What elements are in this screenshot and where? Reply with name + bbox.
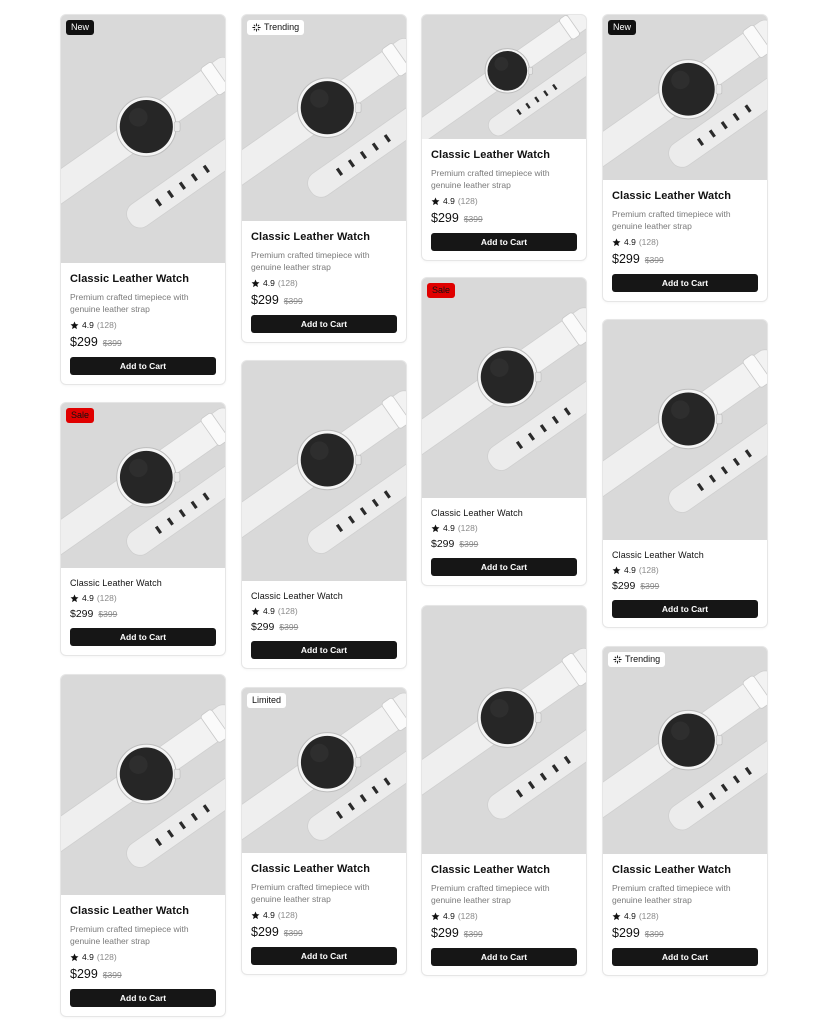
- add-to-cart-button[interactable]: Add to Cart: [431, 948, 577, 966]
- star-icon: [251, 607, 260, 616]
- product-description: [612, 208, 758, 232]
- product-card[interactable]: [60, 402, 226, 656]
- watch-product-image: [422, 15, 586, 139]
- description-line: genuine leather strap: [70, 936, 150, 946]
- original-price: $399: [102, 970, 122, 980]
- sparkle-icon: [252, 23, 261, 32]
- watch-product-image: [422, 606, 586, 854]
- product-title[interactable]: Classic Leather Watch: [251, 591, 343, 601]
- badge-label: Trending: [625, 654, 661, 664]
- review-count: (128): [277, 606, 298, 616]
- rating-value: 4.9: [263, 910, 275, 920]
- product-title[interactable]: Classic Leather Watch: [70, 578, 162, 588]
- review-count: (128): [638, 911, 659, 921]
- product-card[interactable]: [602, 319, 768, 628]
- product-info: [422, 498, 586, 585]
- product-rating: [251, 910, 397, 920]
- current-price: $299: [70, 967, 98, 981]
- price-row: [70, 967, 216, 981]
- current-price: $299: [431, 211, 459, 225]
- product-badge: [66, 20, 94, 35]
- current-price: $299: [70, 608, 94, 620]
- star-icon: [70, 594, 79, 603]
- product-description: [251, 881, 397, 905]
- review-count: (128): [96, 320, 117, 330]
- star-icon: [251, 911, 260, 920]
- product-image[interactable]: [61, 403, 225, 568]
- product-title[interactable]: Classic Leather Watch: [431, 508, 523, 518]
- star-icon: [431, 912, 440, 921]
- watch-product-image: [603, 647, 767, 854]
- rating-value: 4.9: [263, 278, 275, 288]
- original-price: $399: [283, 928, 303, 938]
- product-info: [61, 568, 225, 655]
- add-to-cart-button[interactable]: Add to Cart: [70, 989, 216, 1007]
- product-card[interactable]: [241, 360, 407, 669]
- review-count: (128): [638, 565, 659, 575]
- watch-product-image: [603, 320, 767, 540]
- watch-product-image: [242, 15, 406, 221]
- rating-value: 4.9: [443, 523, 455, 533]
- product-card[interactable]: [60, 14, 226, 385]
- add-to-cart-button[interactable]: Add to Cart: [70, 628, 216, 646]
- product-rating: [431, 911, 577, 921]
- product-badge: [66, 408, 94, 423]
- price-row: [612, 252, 758, 266]
- product-rating: [431, 523, 577, 533]
- original-price: $399: [644, 929, 664, 939]
- description-line: Premium crafted timepiece with: [612, 209, 731, 219]
- product-badge: [427, 283, 455, 298]
- current-price: $299: [431, 538, 455, 550]
- review-count: (128): [277, 278, 298, 288]
- original-price: $399: [644, 255, 664, 265]
- product-title[interactable]: Classic Leather Watch: [612, 864, 732, 876]
- product-info: [242, 853, 406, 974]
- description-line: Premium crafted timepiece with: [612, 883, 731, 893]
- product-badge: [247, 20, 304, 35]
- product-badge: [608, 652, 665, 667]
- review-count: (128): [457, 523, 478, 533]
- price-row: [251, 925, 397, 939]
- rating-value: 4.9: [82, 952, 94, 962]
- product-description: [431, 167, 577, 191]
- badge-label: New: [71, 22, 90, 32]
- product-title[interactable]: Classic Leather Watch: [251, 231, 371, 243]
- rating-value: 4.9: [443, 196, 455, 206]
- description-line: Premium crafted timepiece with: [70, 924, 189, 934]
- add-to-cart-button[interactable]: Add to Cart: [70, 357, 216, 375]
- add-to-cart-button[interactable]: Add to Cart: [612, 600, 758, 618]
- description-line: genuine leather strap: [251, 262, 331, 272]
- product-image[interactable]: [61, 675, 225, 895]
- product-info: [242, 581, 406, 668]
- review-count: (128): [457, 911, 478, 921]
- product-card[interactable]: [602, 14, 768, 302]
- review-count: (128): [277, 910, 298, 920]
- star-icon: [251, 279, 260, 288]
- watch-product-image: [603, 15, 767, 180]
- product-rating: [251, 606, 397, 616]
- badge-label: Sale: [71, 410, 90, 420]
- product-image[interactable]: [422, 15, 586, 139]
- product-badge: [247, 693, 286, 708]
- original-price: $399: [279, 622, 299, 632]
- product-rating: [612, 565, 758, 575]
- rating-value: 4.9: [263, 606, 275, 616]
- badge-label: New: [613, 22, 632, 32]
- price-row: [431, 538, 577, 550]
- product-rating: [431, 196, 577, 206]
- product-title[interactable]: Classic Leather Watch: [431, 149, 551, 161]
- original-price: $399: [98, 609, 118, 619]
- product-card[interactable]: [241, 14, 407, 343]
- product-rating: [612, 911, 758, 921]
- review-count: (128): [638, 237, 659, 247]
- product-rating: [70, 320, 216, 330]
- product-image[interactable]: [422, 606, 586, 854]
- product-rating: [70, 952, 216, 962]
- product-description: [70, 923, 216, 947]
- review-count: (128): [96, 952, 117, 962]
- description-line: Premium crafted timepiece with: [70, 292, 189, 302]
- rating-value: 4.9: [624, 911, 636, 921]
- add-to-cart-button[interactable]: Add to Cart: [251, 315, 397, 333]
- add-to-cart-button[interactable]: Add to Cart: [431, 233, 577, 251]
- product-rating: [70, 593, 216, 603]
- product-description: [251, 249, 397, 273]
- product-description: [431, 882, 577, 906]
- original-price: $399: [102, 338, 122, 348]
- badge-label: Limited: [252, 695, 282, 705]
- rating-value: 4.9: [82, 320, 94, 330]
- price-row: [70, 608, 216, 620]
- original-price: $399: [463, 214, 483, 224]
- product-image[interactable]: [603, 15, 767, 180]
- product-card[interactable]: [421, 277, 587, 586]
- sparkle-icon: [613, 655, 622, 664]
- description-line: Premium crafted timepiece with: [251, 882, 370, 892]
- product-info: [603, 854, 767, 975]
- current-price: $299: [251, 925, 279, 939]
- description-line: Premium crafted timepiece with: [431, 883, 550, 893]
- product-card[interactable]: [60, 674, 226, 1017]
- price-row: [612, 926, 758, 940]
- current-price: $299: [251, 621, 275, 633]
- description-line: Premium crafted timepiece with: [431, 168, 550, 178]
- product-info: [603, 180, 767, 301]
- description-line: Premium crafted timepiece with: [251, 250, 370, 260]
- product-title[interactable]: Classic Leather Watch: [70, 273, 190, 285]
- current-price: $299: [70, 335, 98, 349]
- product-info: [242, 221, 406, 342]
- current-price: $299: [612, 926, 640, 940]
- price-row: [251, 621, 397, 633]
- watch-product-image: [61, 675, 225, 895]
- price-row: [70, 335, 216, 349]
- product-image[interactable]: [242, 15, 406, 221]
- star-icon: [70, 321, 79, 330]
- star-icon: [612, 912, 621, 921]
- product-title[interactable]: Classic Leather Watch: [431, 864, 551, 876]
- star-icon: [612, 238, 621, 247]
- watch-product-image: [61, 403, 225, 568]
- add-to-cart-button[interactable]: Add to Cart: [612, 948, 758, 966]
- product-card[interactable]: [241, 687, 407, 975]
- product-title[interactable]: Classic Leather Watch: [251, 863, 371, 875]
- product-badge: [608, 20, 636, 35]
- star-icon: [612, 566, 621, 575]
- description-line: genuine leather strap: [70, 304, 150, 314]
- product-title[interactable]: Classic Leather Watch: [612, 550, 704, 560]
- badge-label: Sale: [432, 285, 451, 295]
- product-description: [70, 291, 216, 315]
- product-image[interactable]: [61, 15, 225, 263]
- original-price: $399: [640, 581, 660, 591]
- product-info: [422, 854, 586, 975]
- rating-value: 4.9: [624, 237, 636, 247]
- product-title[interactable]: Classic Leather Watch: [70, 905, 190, 917]
- product-rating: [612, 237, 758, 247]
- description-line: genuine leather strap: [251, 894, 331, 904]
- rating-value: 4.9: [82, 593, 94, 603]
- description-line: genuine leather strap: [431, 180, 511, 190]
- watch-product-image: [242, 688, 406, 853]
- price-row: [251, 293, 397, 307]
- original-price: $399: [283, 296, 303, 306]
- original-price: $399: [459, 539, 479, 549]
- product-info: [61, 263, 225, 384]
- current-price: $299: [251, 293, 279, 307]
- description-line: genuine leather strap: [431, 895, 511, 905]
- rating-value: 4.9: [443, 911, 455, 921]
- price-row: [612, 580, 758, 592]
- star-icon: [70, 953, 79, 962]
- product-description: [612, 882, 758, 906]
- product-image[interactable]: [603, 647, 767, 854]
- watch-product-image: [61, 15, 225, 263]
- watch-product-image: [242, 361, 406, 581]
- add-to-cart-button[interactable]: Add to Cart: [431, 558, 577, 576]
- product-image[interactable]: [422, 278, 586, 498]
- product-info: [603, 540, 767, 627]
- product-card[interactable]: [421, 14, 587, 261]
- original-price: $399: [463, 929, 483, 939]
- star-icon: [431, 197, 440, 206]
- add-to-cart-button[interactable]: Add to Cart: [612, 274, 758, 292]
- product-image[interactable]: [603, 320, 767, 540]
- review-count: (128): [457, 196, 478, 206]
- star-icon: [431, 524, 440, 533]
- price-row: [431, 926, 577, 940]
- rating-value: 4.9: [624, 565, 636, 575]
- product-image[interactable]: [242, 688, 406, 853]
- product-image[interactable]: [242, 361, 406, 581]
- description-line: genuine leather strap: [612, 221, 692, 231]
- price-row: [431, 211, 577, 225]
- watch-product-image: [422, 278, 586, 498]
- product-card[interactable]: [602, 646, 768, 976]
- badge-label: Trending: [264, 22, 300, 32]
- product-info: [61, 895, 225, 1016]
- review-count: (128): [96, 593, 117, 603]
- product-title[interactable]: Classic Leather Watch: [612, 190, 732, 202]
- product-rating: [251, 278, 397, 288]
- product-card[interactable]: [421, 605, 587, 976]
- product-info: [422, 139, 586, 260]
- add-to-cart-button[interactable]: Add to Cart: [251, 641, 397, 659]
- current-price: $299: [431, 926, 459, 940]
- description-line: genuine leather strap: [612, 895, 692, 905]
- add-to-cart-button[interactable]: Add to Cart: [251, 947, 397, 965]
- current-price: $299: [612, 252, 640, 266]
- current-price: $299: [612, 580, 636, 592]
